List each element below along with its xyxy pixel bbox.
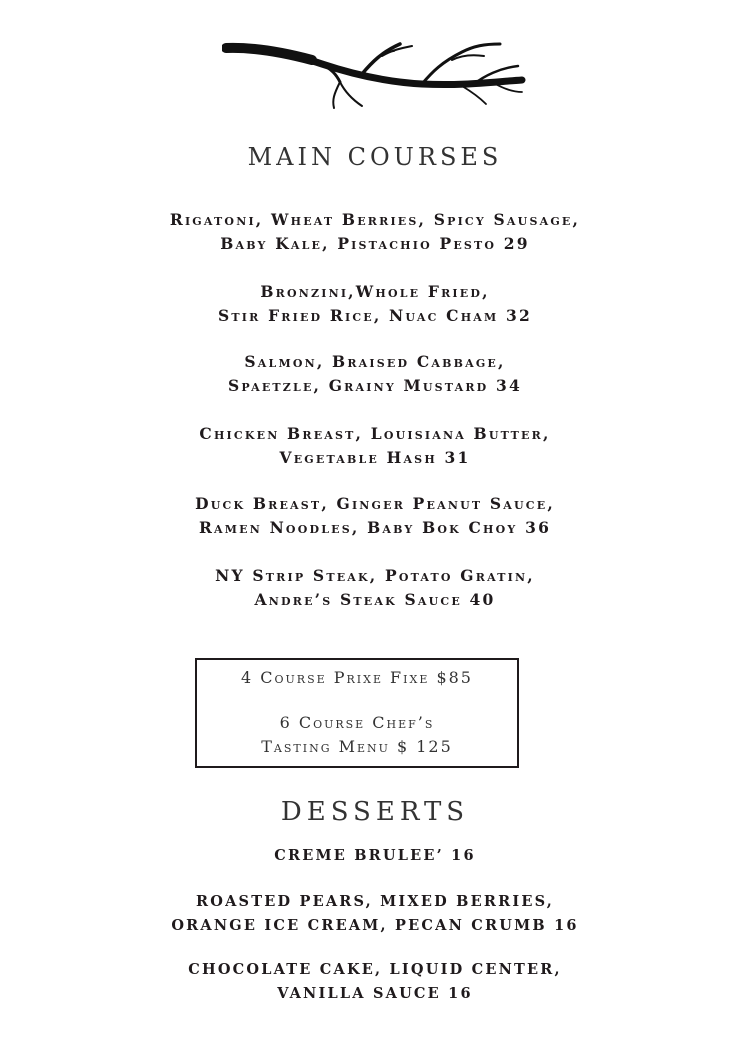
dessert-item xyxy=(0,844,750,868)
dessert-item-line: VANILLA SAUCE 16 xyxy=(277,985,473,1002)
tasting-menu-line: 6 Course Chef’s xyxy=(279,713,435,732)
menu-item-line: Baby Kale, Pistachio Pesto 29 xyxy=(220,234,530,253)
dessert-item-line: ROASTED PEARS, MIXED BERRIES, xyxy=(196,893,554,910)
menu-item xyxy=(0,208,750,256)
prix-fixe-line: 4 Course Prixe Fixe $85 xyxy=(240,668,473,687)
branch-illustration xyxy=(222,38,528,114)
menu-item xyxy=(0,280,750,328)
menu-item-line: Duck Breast, Ginger Peanut Sauce, xyxy=(195,494,555,513)
menu-item-line: NY Strip Steak, Potato Gratin, xyxy=(215,566,535,585)
main-courses-heading: MAIN COURSES xyxy=(247,143,503,171)
dessert-item-line: CHOCOLATE CAKE, LIQUID CENTER, xyxy=(188,961,562,978)
menu-item xyxy=(0,492,750,540)
dessert-item-line: CREME BRULEE’ 16 xyxy=(274,847,476,864)
prix-fixe-box xyxy=(195,658,519,768)
menu-item xyxy=(0,350,750,398)
dessert-item xyxy=(0,890,750,938)
menu-item xyxy=(0,564,750,612)
dessert-item-line: ORANGE ICE CREAM, PECAN CRUMB 16 xyxy=(171,917,579,934)
tasting-menu-price-line: Tasting Menu $ 125 xyxy=(261,737,453,756)
menu-item xyxy=(0,422,750,470)
menu-item-line: Ramen Noodles, Baby Bok Choy 36 xyxy=(198,518,552,537)
menu-item-line: Andre’s Steak Sauce 40 xyxy=(254,590,496,609)
menu-item-line: Salmon, Braised Cabbage, xyxy=(244,352,506,371)
dessert-item xyxy=(0,958,750,1006)
menu-item-line: Vegetable Hash 31 xyxy=(279,448,471,467)
menu-item-line: Chicken Breast, Louisiana Butter, xyxy=(199,424,551,443)
desserts-heading: DESSERTS xyxy=(280,797,470,827)
menu-item-line: Spaetzle, Grainy Mustard 34 xyxy=(228,376,522,395)
menu-item-line: Stir Fried Rice, Nuac Cham 32 xyxy=(218,306,532,325)
menu-item-line: Bronzini,Whole Fried, xyxy=(260,282,490,301)
menu-item-line: Rigatoni, Wheat Berries, Spicy Sausage, xyxy=(169,210,581,229)
